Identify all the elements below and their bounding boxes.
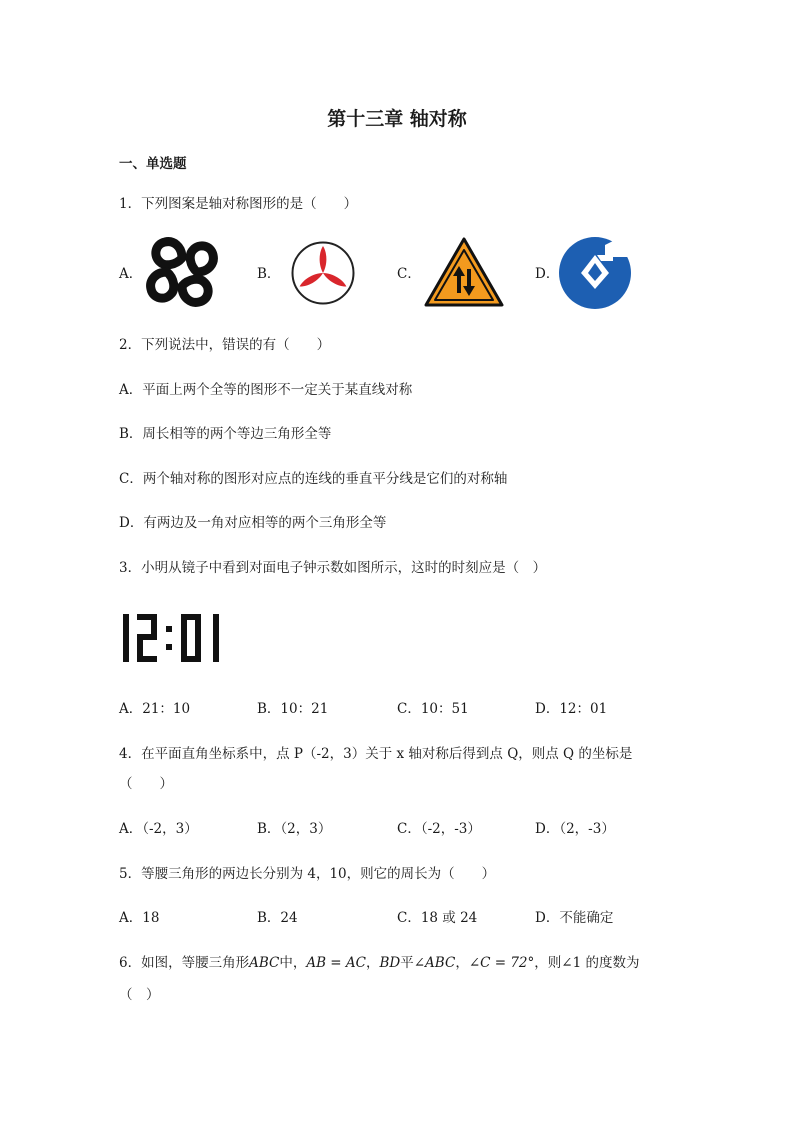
q6-bisects-word: 平 — [400, 955, 414, 971]
page-title: 第十三章 轴对称 — [327, 108, 467, 130]
q2-stem: 2．下列说法中，错误的有（ ） — [119, 337, 331, 353]
section-heading: 一、单选题 — [119, 156, 187, 172]
q2-option-a: A．平面上两个全等的图形不一定关于某直线对称 — [119, 382, 413, 398]
q5-option-b: B．24 — [257, 910, 298, 926]
q5-option-d: D．不能确定 — [535, 910, 614, 926]
q2-option-b: B．周长相等的两个等边三角形全等 — [119, 426, 332, 442]
q1-option-b-propeller-icon — [290, 240, 356, 306]
q3-option-d: D．12：01 — [535, 701, 608, 717]
q5-stem: 5．等腰三角形的两边长分别为 4，10，则它的周长为（ ） — [119, 866, 496, 882]
q6-angle-c: ∠C = 72° — [468, 955, 535, 971]
q6-comma-2: ， — [455, 955, 469, 971]
q4-option-d: D．（2，-3） — [535, 821, 615, 837]
q1-option-d-label: D． — [535, 266, 560, 282]
q1-option-a-label: A． — [119, 266, 143, 282]
q4-stem-line1: 4．在平面直角坐标系中，点 P（-2，3）关于 x 轴对称后得到点 Q，则点 Q 的坐标是 — [119, 746, 633, 762]
q6-stem-line2: （ ） — [119, 987, 160, 1003]
q4-option-a: A．（-2，3） — [119, 821, 198, 837]
q4-option-b: B．（2，3） — [257, 821, 332, 837]
q2-option-d: D．有两边及一角对应相等的两个三角形全等 — [119, 515, 387, 531]
q6-suffix: ，则∠1 的度数为 — [534, 955, 640, 971]
q1-option-d-bank-logo-icon — [557, 235, 633, 311]
q4-option-c: C．（-2，-3） — [397, 821, 481, 837]
q1-option-b-label: B． — [257, 266, 281, 282]
q4-stem-line2: （ ） — [119, 776, 173, 792]
q1-option-c-label: C． — [397, 266, 421, 282]
q2-option-c: C．两个轴对称的图形对应点的连线的垂直平分线是它们的对称轴 — [119, 471, 508, 487]
q1-stem: 1．下列图案是轴对称图形的是（ ） — [119, 196, 358, 212]
q6-triangle-abc: ABC — [249, 955, 280, 971]
q3-digital-clock-figure — [121, 612, 227, 664]
q6-angle-abc: ∠ABC — [413, 955, 456, 971]
q3-option-c: C．10：51 — [397, 701, 469, 717]
q3-stem: 3．小明从镜子中看到对面电子钟示数如图所示，这时的时刻应是（ ） — [119, 560, 547, 576]
q6-bd: BD — [379, 955, 401, 971]
q6-stem-line1 — [119, 954, 639, 972]
q6-ab-eq-ac: AB = AC — [306, 955, 366, 971]
q6-comma-1: ， — [366, 955, 380, 971]
q1-option-a-knot-icon — [143, 236, 221, 308]
q6-mid: 中， — [279, 955, 307, 971]
q5-option-a: A．18 — [119, 910, 160, 926]
q3-option-a: A．21：10 — [119, 701, 191, 717]
q6-prefix: 6．如图，等腰三角形 — [119, 955, 250, 971]
q3-option-b: B．10：21 — [257, 701, 329, 717]
q5-option-c: C．18 或 24 — [397, 910, 478, 926]
q1-option-c-warning-sign-icon — [423, 236, 505, 308]
